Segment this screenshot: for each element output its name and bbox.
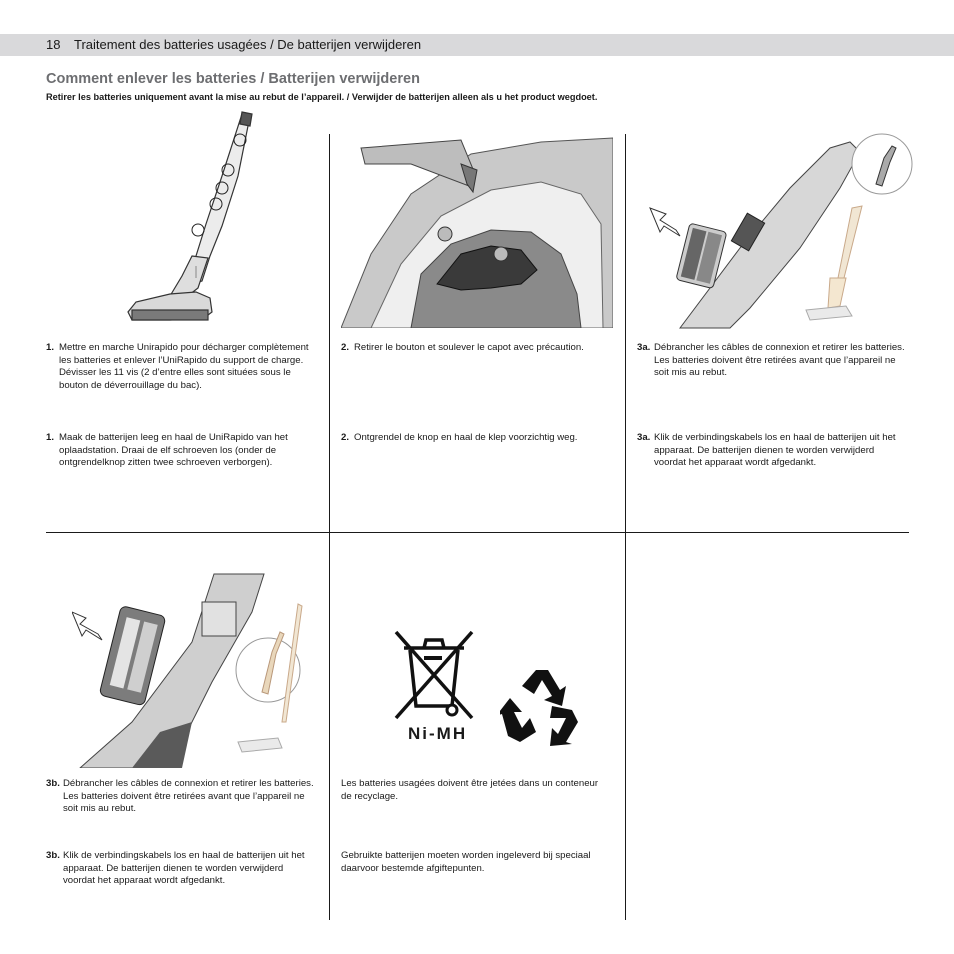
step-2-nl <box>341 432 611 445</box>
step-2-fr-text: Retirer le bouton et soulever le capot avec précaution. <box>354 342 584 353</box>
vacuum-screws-illustration <box>110 106 270 336</box>
battery-removal-illustration-3b <box>72 572 308 768</box>
step-3a-fr-text: Débrancher les câbles de connexion et retirer les batteries. Les batteries doivent être retirées avant que l’appareil ne soit mis au rebut. <box>654 342 905 379</box>
step-3b-number: 3b. <box>46 778 60 789</box>
grid-divider <box>329 134 330 920</box>
page-number: 18 <box>46 37 61 52</box>
step-1-fr <box>46 342 316 392</box>
step-3b-fr-text: Débrancher les câbles de connexion et retirer les batteries. Les batteries doivent être retirées avant que l’appareil ne soit mis au rebut. <box>63 778 314 815</box>
step-2-number: 2. <box>341 342 350 353</box>
cover-removal-illustration <box>341 134 613 328</box>
recycling-fr-text: Les batteries usagées doivent être jetées dans un conteneur de recyclage. <box>341 778 599 802</box>
step-1-nl-text: Maak de batterijen leeg en haal de UniRapido van het oplaadstation. Draai de elf schroeven los (onder de ontgrendelknop zitten twee schroeven verborgen). <box>59 432 288 469</box>
step-2-number: 2. <box>341 432 350 443</box>
step-3b-nl <box>46 850 316 888</box>
battery-removal-illustration-3a <box>640 128 916 330</box>
grid-divider <box>625 134 626 920</box>
intro-note: Retirer les batteries uniquement avant la mise au rebut de l’appareil. / Verwijder de batterijen alleen als u het product wegdoet. <box>46 92 598 102</box>
step-3a-nl <box>637 432 907 470</box>
step-1-number: 1. <box>46 342 55 353</box>
step-3a-number: 3a. <box>637 342 651 353</box>
step-1-fr-text: Mettre en marche Unirapido pour décharger complètement les batteries et enlever l’UniRapido du support de charge. Dévisser les 11 vis (2 d’entre elles sont situées sous le bouton de déverrouillage du bac). <box>59 342 309 391</box>
step-3a-fr <box>637 342 907 380</box>
step-1-number: 1. <box>46 432 55 443</box>
page-title: Traitement des batteries usagées / De batterijen verwijderen <box>74 37 422 52</box>
recycle-icon <box>500 666 580 746</box>
step-2-fr <box>341 342 611 355</box>
step-2-nl-text: Ontgrendel de knop en haal de klep voorzichtig weg. <box>354 432 578 443</box>
step-3b-number: 3b. <box>46 850 60 861</box>
grid-divider <box>46 532 909 533</box>
page-header-bar <box>0 34 954 56</box>
step-3b-fr <box>46 778 316 816</box>
step-3b-nl-text: Klik de verbindingskabels los en haal de batterijen uit het apparaat. De batterijen dienen te worden verwijderd voordat het apparaat wordt afgedankt. <box>63 850 305 887</box>
recycling-nl-text: Gebruikte batterijen moeten worden ingeleverd bij speciaal daarvoor bestemde afgiftepunten. <box>341 850 591 874</box>
step-3a-number: 3a. <box>637 432 651 443</box>
ni-mh-label: Ni-MH <box>408 724 468 743</box>
section-title: Comment enlever les batteries / Batterijen verwijderen <box>46 71 420 87</box>
step-1-nl <box>46 432 316 470</box>
step-3a-nl-text: Klik de verbindingskabels los en haal de batterijen uit het apparaat. De batterijen dienen te worden verwijderd voordat het apparaat wordt afgedankt. <box>654 432 896 469</box>
